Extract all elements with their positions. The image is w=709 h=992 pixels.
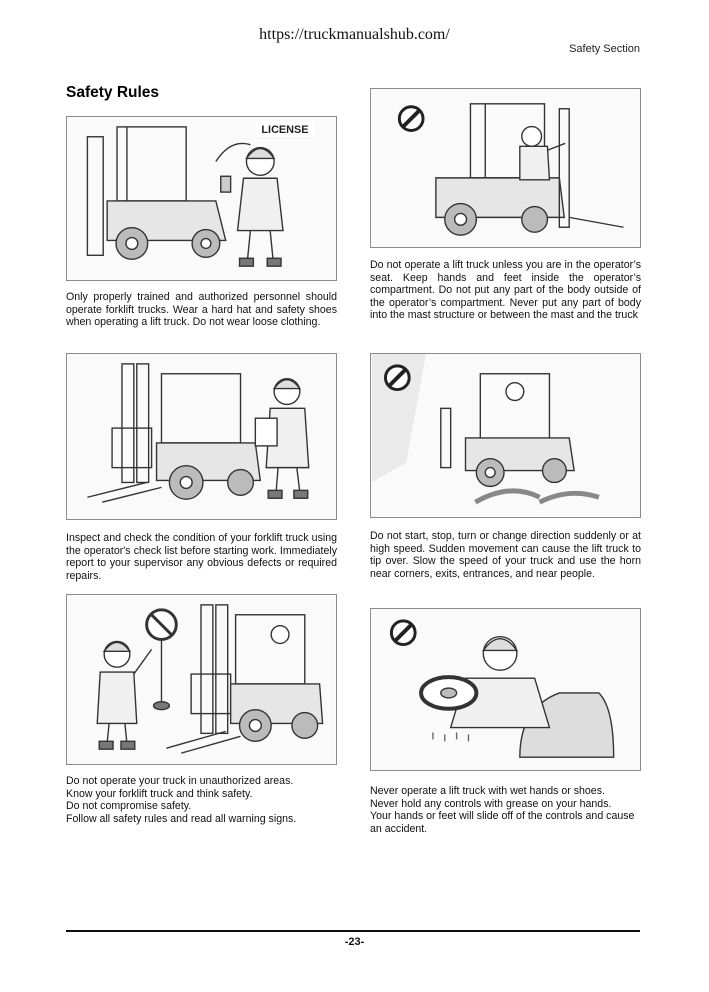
- caption-line: Do not operate your truck in unauthorized areas.: [66, 775, 294, 787]
- caption-inspection: [66, 532, 337, 582]
- license-sign: LICENSE: [261, 123, 309, 136]
- prohibited-icon: [385, 366, 409, 390]
- wet-hands-illustration: [370, 608, 641, 771]
- operator-seat-illustration: [370, 88, 641, 248]
- caption-line: Know your forklift truck and think safety.: [66, 787, 253, 800]
- caption-licensed-operator: [66, 291, 337, 329]
- caption-sudden-movement: [370, 530, 641, 580]
- caption-unauthorized-area: [66, 775, 337, 825]
- inspection-checklist-illustration: [66, 353, 337, 520]
- caption-line: Do not start, stop, turn or change direction suddenly or at high speed. Sudden movement can cause the lift truck to tip over. Slow the speed of your truck and use the horn near corners, exits, entrances, and near people.: [370, 530, 641, 580]
- unauthorized-area-sign-illustration: [66, 594, 337, 765]
- caption-line: Your hands or feet will slide off of the controls and cause an accident.: [370, 810, 635, 835]
- caption-wet-hands: [370, 785, 641, 835]
- caption-line: Never operate a lift truck with wet hands or shoes.: [370, 785, 605, 797]
- page-number: -23-: [344, 936, 365, 948]
- caption-line: Only properly trained and authorized personnel should operate forklift trucks. Wear a hard hat and safety shoes when operating a lift truck. Do not wear loose clothing.: [66, 291, 337, 329]
- footer-rule: [66, 930, 640, 932]
- caption-line: Never hold any controls with grease on your hands.: [370, 797, 612, 810]
- header-url: https://truckmanualshub.com/: [259, 26, 450, 43]
- caption-line: Do not compromise safety.: [66, 800, 192, 813]
- prohibited-icon: [391, 621, 415, 645]
- licensed-operator-illustration: [66, 116, 337, 281]
- caption-line: Do not operate a lift truck unless you are in the operator’s seat. Keep hands and feet inside the operator’s compartment. Do not put any part of the body outside of the operator’s compartment. Never put any part of body into the mast structure or between the mast and the truck: [370, 259, 641, 322]
- prohibited-icon: [399, 107, 423, 131]
- caption-line: Follow all safety rules and read all warning signs.: [66, 812, 297, 825]
- caption-line: Inspect and check the condition of your forklift truck using the operator's check list before starting work. Immediately report to your supervisor any obvious defects or required repairs.: [66, 532, 337, 582]
- sudden-movement-illustration: [370, 353, 641, 518]
- page-title: Safety Rules: [66, 84, 160, 101]
- section-label: Safety Section: [569, 43, 640, 55]
- caption-operator-seat: [370, 259, 641, 322]
